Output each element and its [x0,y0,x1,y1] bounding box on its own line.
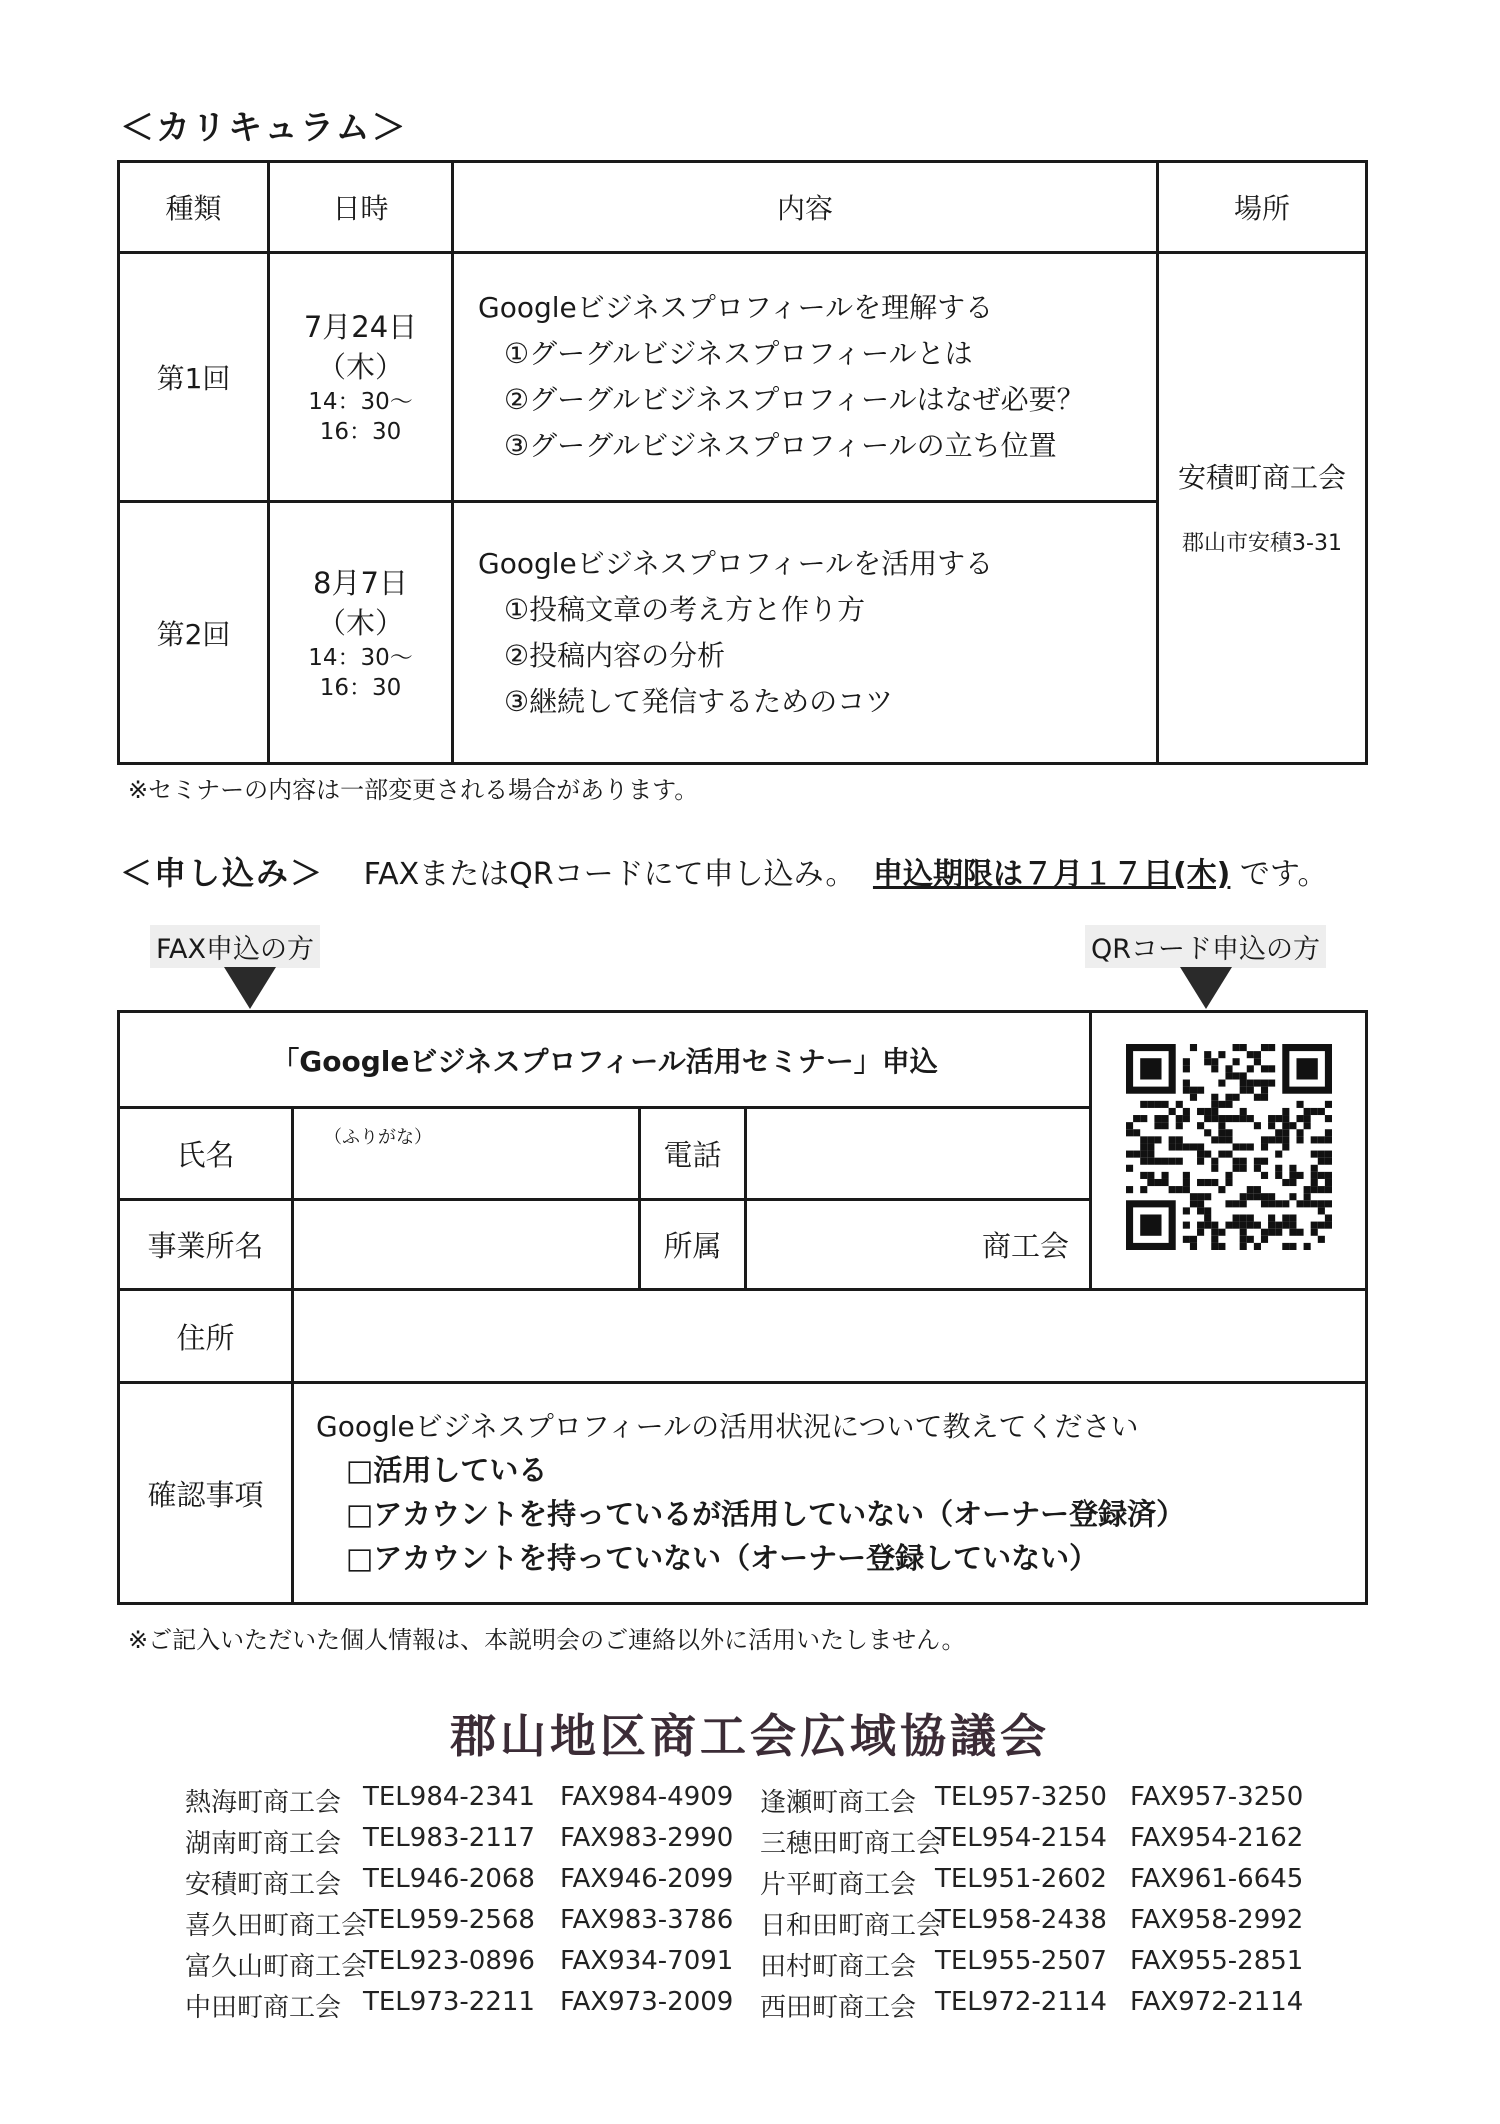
application-text: FAXまたはQRコードにて申し込み。 [363,857,856,892]
application-suffix: です。 [1239,857,1328,892]
contact-fax: FAX934-7091 [560,1946,734,1976]
session-row-1 [119,253,1367,502]
contact-tel: TEL972-2114 [935,1987,1107,2017]
session-2-time-end: 16：30 [319,674,402,701]
contact-tel: TEL951-2602 [935,1864,1107,1894]
contact-fax: FAX955-2851 [1130,1946,1304,1976]
contact-row [185,1782,1385,1822]
application-deadline: 申込期限は７月１７日(木) [872,857,1231,892]
address-label: 住所 [119,1290,293,1383]
contact-fax: FAX958-2992 [1130,1905,1304,1935]
contact-fax: FAX973-2009 [560,1987,734,2017]
session-2-item: ②投稿内容の分析 [504,638,726,672]
business-label: 事業所名 [119,1200,293,1290]
curriculum-heading: ＜カリキュラム＞ [120,108,408,148]
contact-tel: TEL983-2117 [363,1823,535,1853]
contact-row [185,1987,1385,2027]
contact-name: 西田町商工会 [760,1993,917,2023]
session-2-weekday: （木） [316,605,404,640]
contact-row [185,1946,1385,1986]
contact-tel: TEL957-3250 [935,1782,1107,1812]
contact-row [185,1823,1385,1863]
confirm-option[interactable]: □アカウントを持っているが活用していない（オーナー登録済） [346,1497,1186,1531]
fax-arrow-icon [224,967,276,1009]
session-1-item: ③グーグルビジネスプロフィールの立ち位置 [504,429,1057,462]
curriculum-note: ※セミナーの内容は一部変更される場合があります。 [128,776,699,804]
session-2-content [453,502,1158,764]
session-1-content [453,253,1158,502]
contact-row [185,1905,1385,1945]
session-1-date: 7月24日 [303,310,418,344]
organization-name: 郡山地区商工会広域協議会 [450,1709,1050,1763]
confirm-option[interactable]: □活用している [346,1453,548,1487]
session-1-time-end: 16：30 [319,419,402,445]
contact-fax: FAX983-3786 [560,1905,734,1935]
contact-fax: FAX984-4909 [560,1782,734,1812]
contact-fax: FAX961-6645 [1130,1864,1304,1894]
confirm-label: 確認事項 [119,1383,293,1604]
header-venue: 場所 [1158,162,1367,253]
contact-name: 日和田町商工会 [760,1911,943,1941]
contact-fax: FAX972-2114 [1130,1987,1304,2017]
session-2-label: 第2回 [119,502,269,764]
curriculum-header-row [119,162,1367,253]
session-2-time-start: 14：30～ [308,644,413,671]
session-1-item: ①グーグルビジネスプロフィールとは [504,337,973,370]
session-2-item: ①投稿文章の考え方と作り方 [504,592,866,626]
phone-field[interactable] [746,1108,1091,1200]
contacts-list [185,1782,1385,2042]
contact-name: 湖南町商工会 [185,1829,342,1859]
header-content: 内容 [453,162,1158,253]
address-field[interactable] [293,1290,1367,1383]
qr-code-icon[interactable] [1126,1044,1332,1250]
qr-arrow-icon [1180,967,1232,1009]
contact-name: 喜久田町商工会 [185,1911,368,1941]
venue-address: 郡山市安積3-31 [1182,530,1342,556]
qr-label: QRコード申込の方 [1085,925,1326,968]
form-title-row [119,1012,1367,1108]
contact-tel: TEL973-2211 [363,1987,535,2017]
application-heading: ＜申し込み＞ [120,854,325,892]
contact-tel: TEL954-2154 [935,1823,1107,1853]
fax-label: FAX申込の方 [150,925,320,968]
session-1-label: 第1回 [119,253,269,502]
contact-tel: TEL946-2068 [363,1864,535,1894]
affiliation-label: 所属 [640,1200,746,1290]
session-2-item: ③継続して発信するためのコツ [504,684,894,718]
contact-fax: FAX946-2099 [560,1864,734,1894]
contact-name: 安積町商工会 [185,1870,342,1900]
phone-label: 電話 [640,1108,746,1200]
curriculum-table [117,160,1368,765]
contact-fax: FAX983-2990 [560,1823,734,1853]
contact-tel: TEL955-2507 [935,1946,1107,1976]
session-1-weekday: （木） [316,350,404,384]
business-field[interactable] [293,1200,640,1290]
contact-row [185,1864,1385,1904]
contact-tel: TEL959-2568 [363,1905,535,1935]
session-1-title: Googleビジネスプロフィールを理解する [478,291,994,324]
venue-cell [1158,253,1367,764]
session-2-title: Googleビジネスプロフィールを活用する [478,546,994,580]
contact-name: 中田町商工会 [185,1993,342,2023]
contact-name: 三穂田町商工会 [760,1829,943,1859]
application-line [120,848,1328,894]
header-type: 種類 [119,162,269,253]
venue-name: 安積町商工会 [1177,460,1346,494]
contact-tel: TEL923-0896 [363,1946,535,1976]
affiliation-suffix: 商工会 [982,1229,1070,1263]
contact-name: 逢瀬町商工会 [760,1788,917,1818]
contact-name: 田村町商工会 [760,1952,917,1982]
session-1-item: ②グーグルビジネスプロフィールはなぜ必要？ [504,383,1085,416]
session-1-time-start: 14：30～ [308,389,413,415]
affiliation-field[interactable] [746,1200,1091,1290]
session-2-datetime [269,502,453,764]
confirm-option[interactable]: □アカウントを持っていない（オーナー登録していない） [346,1541,1099,1575]
form-address-row [119,1290,1367,1383]
qr-cell[interactable] [1091,1012,1367,1290]
furigana-label: （ふりがな） [324,1127,432,1148]
name-field[interactable] [293,1108,640,1200]
contact-name: 片平町商工会 [760,1870,917,1900]
privacy-note: ※ご記入いただいた個人情報は、本説明会のご連絡以外に活用いたしません。 [128,1626,966,1654]
contact-tel: TEL958-2438 [935,1905,1107,1935]
confirm-content [293,1383,1367,1604]
confirm-question: Googleビジネスプロフィールの活用状況について教えてください [316,1410,1139,1443]
contact-fax: FAX957-3250 [1130,1782,1304,1812]
contact-name: 熱海町商工会 [185,1788,342,1818]
application-form [117,1010,1368,1605]
session-2-date: 8月7日 [313,565,408,600]
header-datetime: 日時 [269,162,453,253]
form-title: 「Googleビジネスプロフィール活用セミナー」申込 [119,1012,1091,1108]
form-confirm-row [119,1383,1367,1604]
name-label: 氏名 [119,1108,293,1200]
contact-name: 富久山町商工会 [185,1952,368,1982]
contact-fax: FAX954-2162 [1130,1823,1304,1853]
session-1-datetime [269,253,453,502]
contact-tel: TEL984-2341 [363,1782,535,1812]
